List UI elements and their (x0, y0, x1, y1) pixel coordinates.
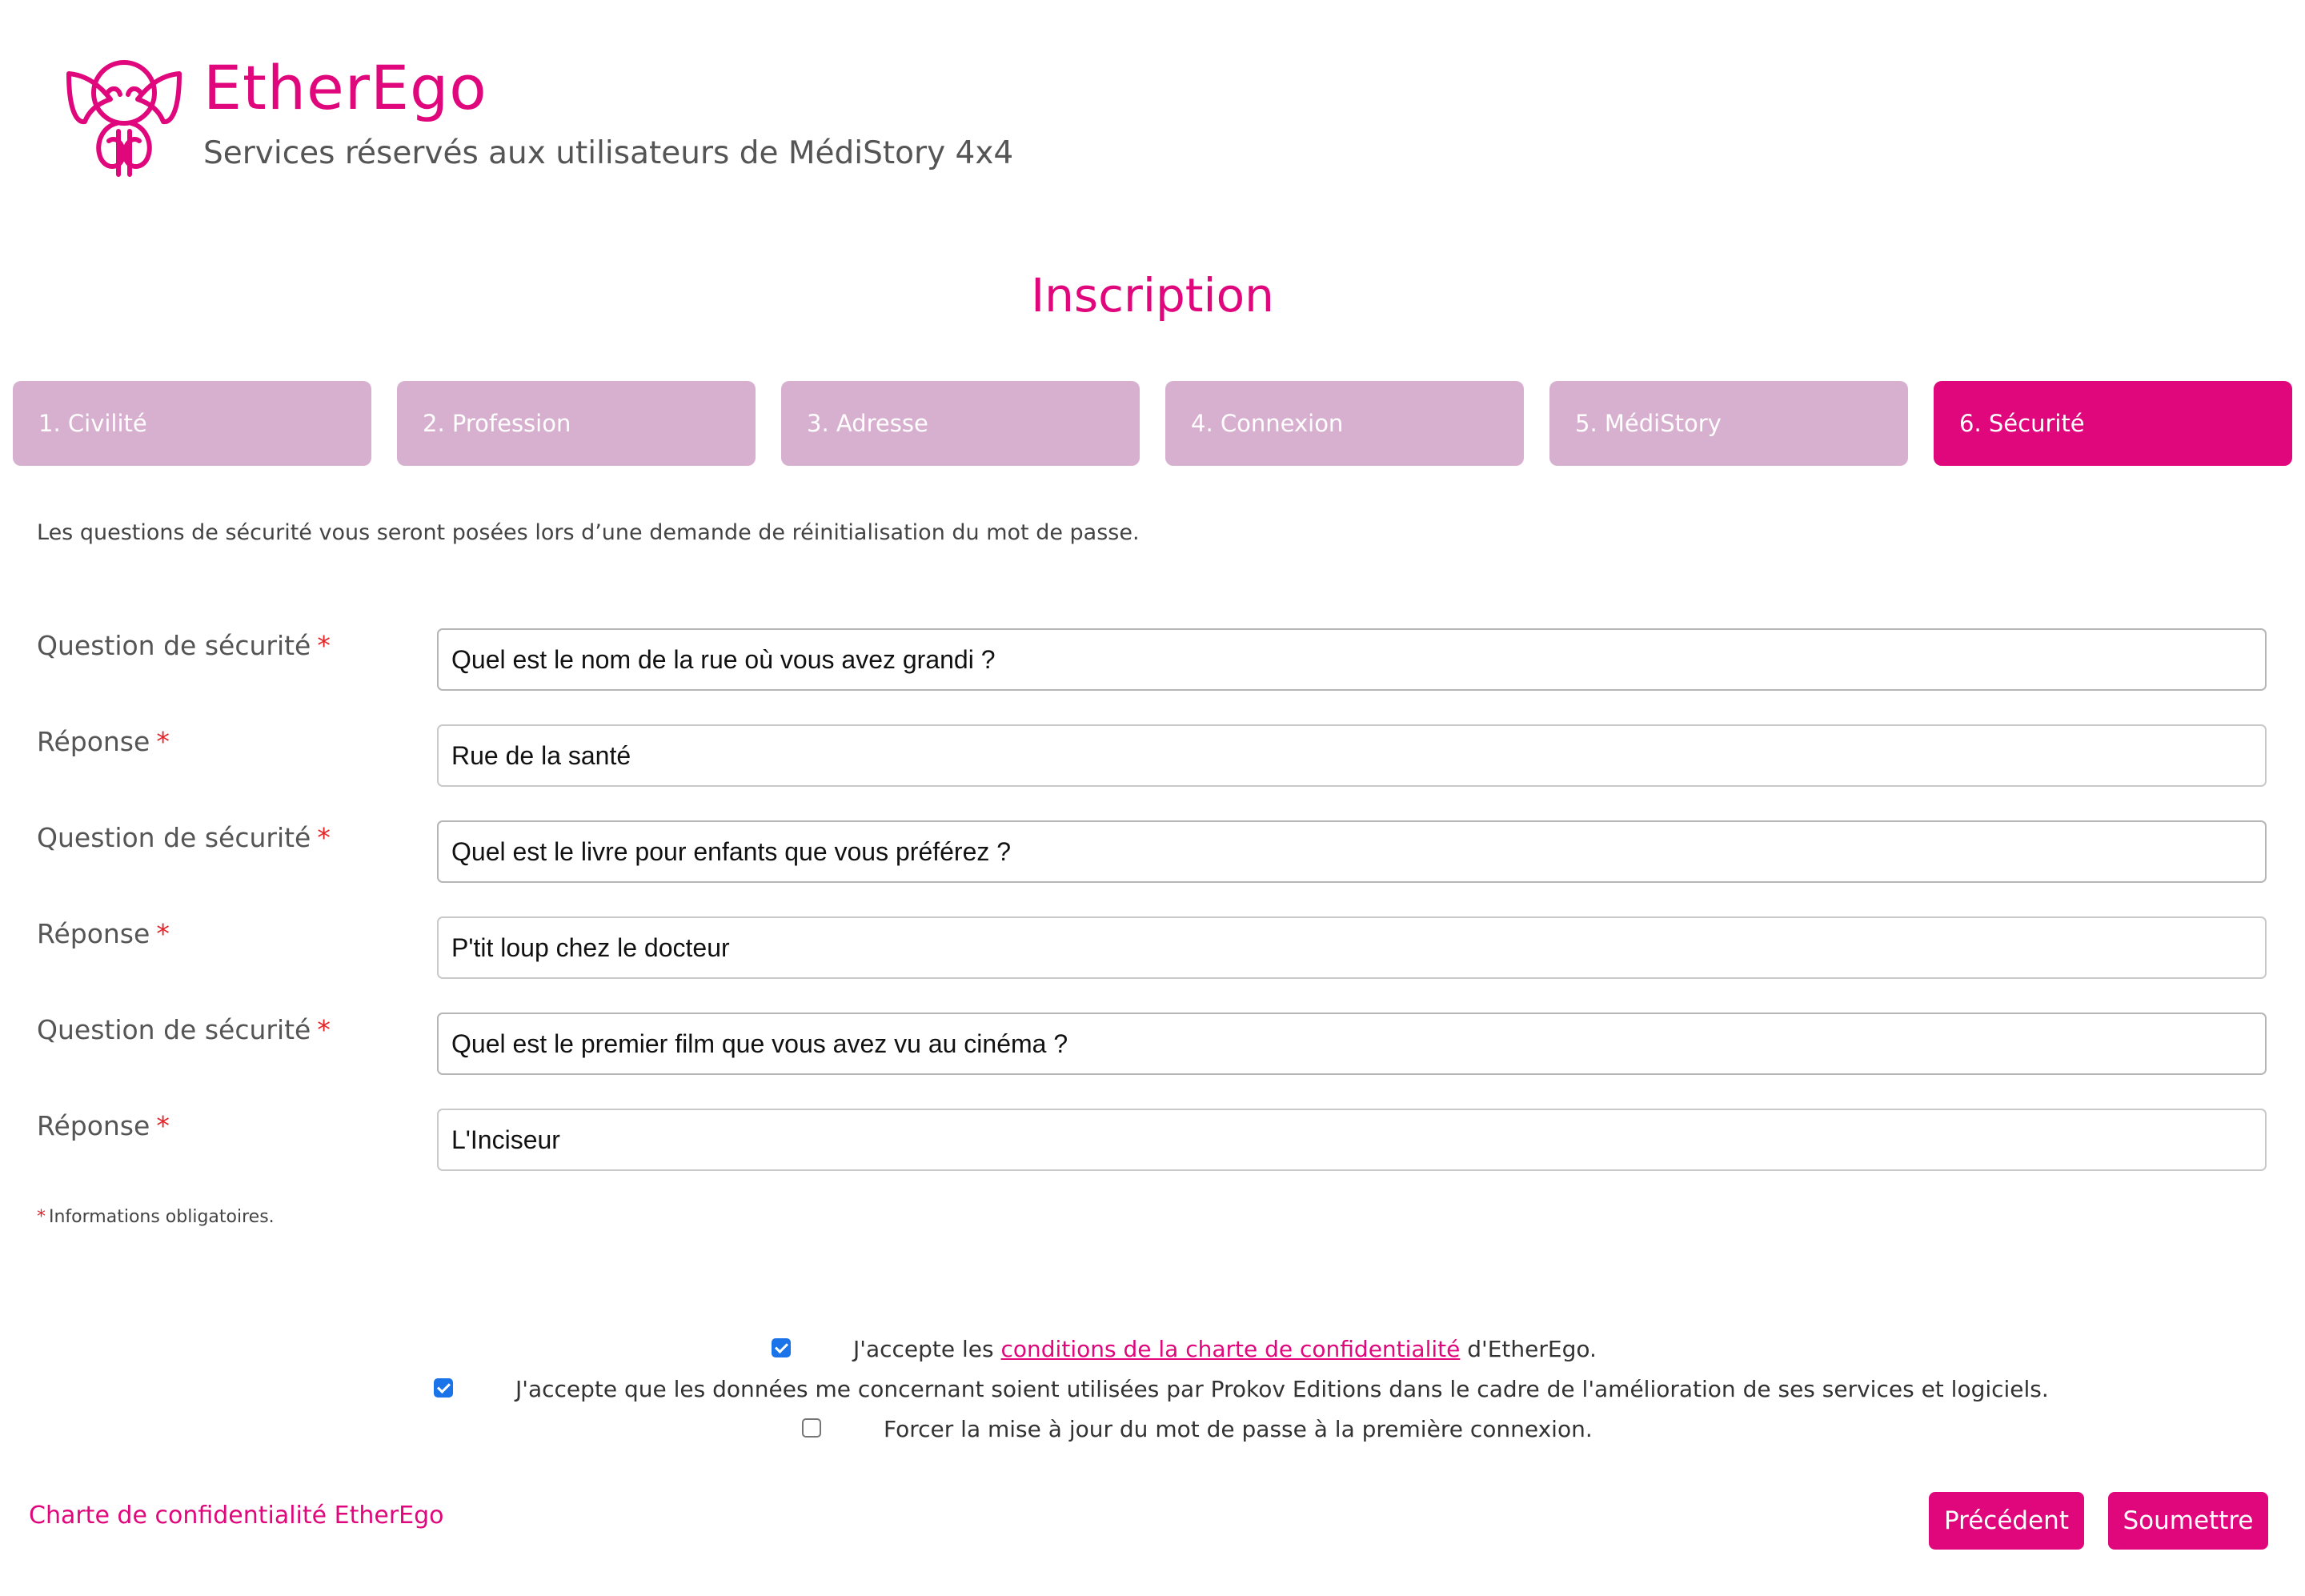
step-profession[interactable]: 2. Profession (397, 381, 756, 466)
data-usage-consent-text: J'accepte que les données me concernant soient utilisées par Prokov Editions dans le cadre de l'amélioration de ses services et logiciels. (515, 1376, 2049, 1402)
etherego-logo (62, 58, 186, 178)
security-question-select-2[interactable]: Quel est le livre pour enfants que vous préférez ? (437, 820, 2267, 883)
previous-button[interactable]: Précédent (1929, 1492, 2084, 1550)
step-securite[interactable]: 6. Sécurité (1934, 381, 2292, 466)
privacy-conditions-link[interactable]: conditions de la charte de confidentialité (1000, 1336, 1461, 1362)
answer-label: Réponse * (37, 918, 170, 949)
mandatory-note: * Informations obligatoires. (37, 1207, 275, 1227)
brand-tagline: Services réservés aux utilisateurs de MédiStory 4x4 (203, 135, 1014, 171)
force-password-checkbox[interactable] (802, 1418, 821, 1438)
step-civilite[interactable]: 1. Civilité (13, 381, 371, 466)
security-question-label: Question de sécurité * (37, 630, 331, 661)
answer-input-1[interactable]: Rue de la santé (437, 724, 2267, 787)
brand-name: EtherEgo (203, 52, 487, 123)
security-question-select-3[interactable]: Quel est le premier film que vous avez vu au cinéma ? (437, 1013, 2267, 1075)
step-connexion[interactable]: 4. Connexion (1165, 381, 1524, 466)
privacy-consent-text: J'accepte les conditions de la charte de confidentialité d'EtherEgo. (853, 1336, 1597, 1362)
privacy-checkbox[interactable] (772, 1338, 791, 1357)
answer-label: Réponse * (37, 726, 170, 757)
submit-button[interactable]: Soumettre (2108, 1492, 2268, 1550)
consent-force-password-row (0, 1414, 2305, 1446)
step-medistory[interactable]: 5. MédiStory (1549, 381, 1908, 466)
step-adresse[interactable]: 3. Adresse (781, 381, 1140, 466)
page-title: Inscription (1031, 268, 1274, 323)
data-usage-checkbox[interactable] (434, 1378, 453, 1398)
consent-privacy-row (0, 1333, 2305, 1365)
answer-input-2[interactable]: P'tit loup chez le docteur (437, 916, 2267, 979)
security-question-select-1[interactable]: Quel est le nom de la rue où vous avez grandi ? (437, 628, 2267, 691)
consent-data-row (0, 1373, 2305, 1406)
answer-label: Réponse * (37, 1110, 170, 1141)
privacy-charter-link[interactable]: Charte de confidentialité EtherEgo (29, 1502, 444, 1530)
answer-input-3[interactable]: L'Inciseur (437, 1109, 2267, 1171)
security-question-label: Question de sécurité * (37, 1014, 331, 1045)
step-tabs (13, 381, 2292, 466)
security-question-label: Question de sécurité * (37, 822, 331, 853)
intro-text: Les questions de sécurité vous seront posées lors d’une demande de réinitialisation du mot de passe. (37, 520, 1140, 545)
force-password-text: Forcer la mise à jour du mot de passe à la première connexion. (884, 1416, 1593, 1442)
